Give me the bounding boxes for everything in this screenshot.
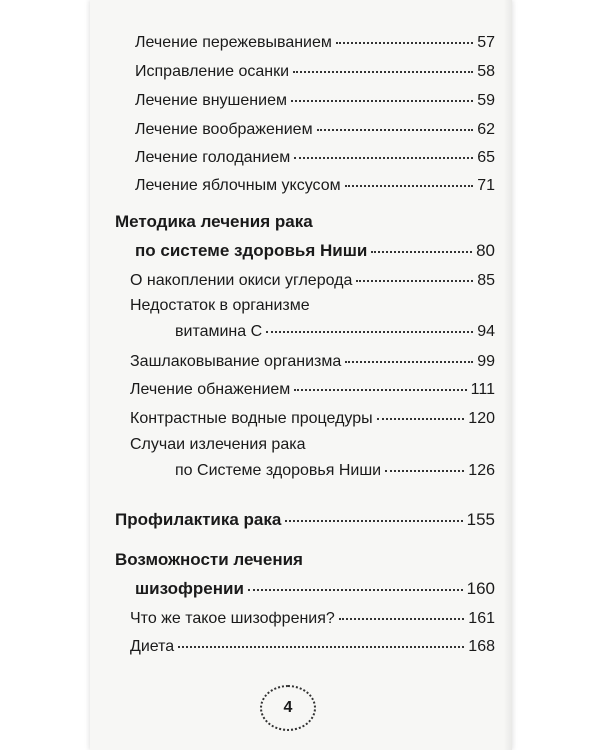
- toc-section: [135, 241, 495, 261]
- toc-entry-title: по системе здоровья Ниши: [135, 241, 368, 260]
- toc-entry: [130, 609, 495, 629]
- toc-entry: [175, 322, 495, 342]
- toc-section: [115, 510, 495, 530]
- toc-entry-page: 57: [477, 34, 495, 51]
- toc-entry-page: 160: [466, 579, 495, 598]
- toc-entry-title: шизофрении: [135, 579, 244, 598]
- toc-entry-page: 99: [477, 353, 495, 370]
- toc-entry: [130, 409, 495, 429]
- toc-entry-title: Лечение обнажением: [130, 381, 291, 398]
- toc-section-title-line1: Методика лечения рака: [115, 212, 313, 231]
- toc-entry-page: 120: [468, 410, 495, 427]
- dot-leader: [248, 589, 463, 591]
- toc-entry-page: 58: [477, 63, 495, 80]
- toc-entry-title: Профилактика рака: [115, 510, 282, 529]
- toc-entry-page: 62: [477, 121, 495, 138]
- dot-leader: [345, 185, 474, 187]
- toc-entry-title: Исправление осанки: [135, 63, 290, 80]
- dot-leader: [285, 520, 462, 522]
- toc-entry: [130, 637, 495, 657]
- toc-entry-title: Зашлаковывание организма: [130, 353, 342, 370]
- toc-entry-page: 59: [477, 92, 495, 109]
- toc-entry-title: витамина С: [175, 323, 263, 340]
- dot-leader: [345, 361, 473, 363]
- toc-entry-page: 85: [477, 272, 495, 289]
- toc-entry-title: Лечение воображением: [135, 121, 313, 138]
- toc-entry-title: по Системе здоровья Ниши: [175, 462, 382, 479]
- dot-leader: [339, 618, 465, 620]
- toc-entry-page: 94: [477, 323, 495, 340]
- toc-entry-page: 168: [468, 638, 495, 655]
- dot-leader: [293, 71, 473, 73]
- toc-section-title-line1: Возможности лечения: [115, 550, 303, 569]
- toc-entry-title: Лечение внушением: [135, 92, 287, 109]
- toc-entry: [130, 271, 495, 291]
- toc-entry-page: 65: [477, 149, 495, 166]
- dot-leader: [385, 470, 464, 472]
- toc-entry: [175, 461, 495, 481]
- toc-entry-title: Лечение пережевыванием: [135, 34, 332, 51]
- dot-leader: [377, 418, 465, 420]
- toc-entry-title-line1: Случаи излечения рака: [130, 436, 306, 453]
- toc-entry-page: 80: [476, 241, 495, 260]
- toc-section: [135, 579, 495, 599]
- toc-entry-title: О накоплении окиси углерода: [130, 272, 353, 289]
- toc-entry-page: 161: [468, 610, 495, 627]
- toc-entry: [135, 91, 495, 111]
- toc-entry: [135, 176, 495, 196]
- toc-entry-title-line1: Недостаток в организме: [130, 297, 310, 314]
- dot-leader: [317, 129, 474, 131]
- dot-leader: [291, 100, 473, 102]
- toc-entry-page: 126: [468, 462, 495, 479]
- dot-leader: [294, 157, 473, 159]
- dot-leader: [178, 646, 464, 648]
- dot-leader: [336, 42, 473, 44]
- toc-entry-title: Контрастные водные процедуры: [130, 410, 373, 427]
- toc-entry: [130, 352, 495, 372]
- page-number: 4: [260, 685, 316, 731]
- dot-leader: [356, 280, 473, 282]
- dot-leader: [371, 251, 472, 253]
- dot-leader: [294, 389, 466, 391]
- toc-entry-title: Что же такое шизофрения?: [130, 610, 335, 627]
- toc-entry-page: 155: [466, 510, 495, 529]
- toc-entry-page: 71: [477, 177, 495, 194]
- toc-entry: [135, 62, 495, 82]
- toc-entry: [135, 148, 495, 168]
- toc-entry-page: 111: [470, 381, 495, 398]
- toc-entry: [135, 33, 495, 53]
- dot-leader: [266, 331, 473, 333]
- toc-entry-title: Диета: [130, 638, 175, 655]
- toc-entry: [130, 380, 495, 400]
- toc-entry-title: Лечение голоданием: [135, 149, 291, 166]
- toc-entry-title: Лечение яблочным уксусом: [135, 177, 341, 194]
- toc-entry: [135, 120, 495, 140]
